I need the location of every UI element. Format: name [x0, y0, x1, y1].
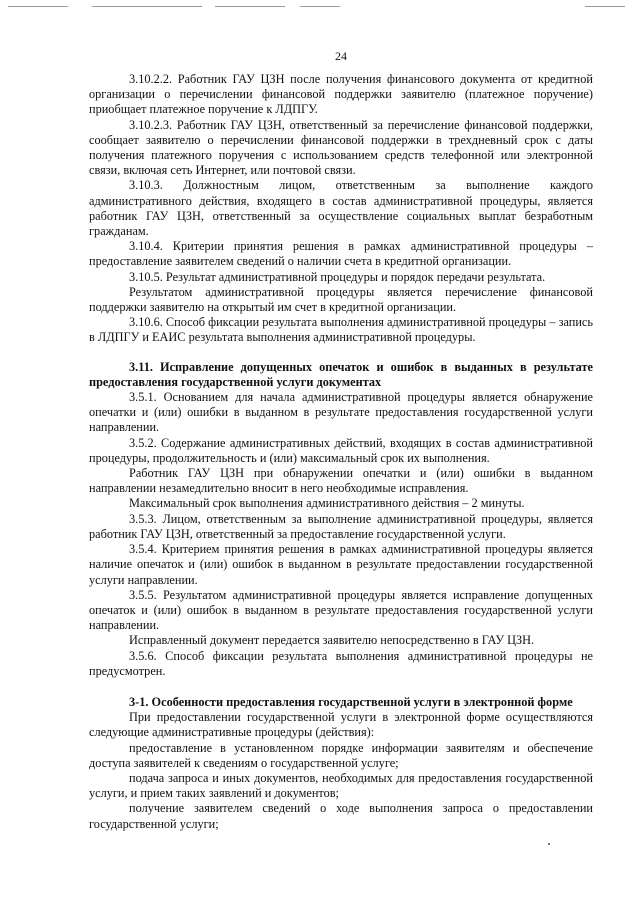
paragraph: Максимальный срок выполнения административного действия – 2 минуты.: [129, 496, 525, 511]
paragraph: 3.5.3. Лицом, ответственным за выполнение административной процедуры, является работник ГАУ ЦЗН, ответственный за предоставление государственной услуги.: [89, 511, 593, 541]
paragraph: 3.10.6. Способ фиксации результата выполнения административной процедуры – запись в ЛДПГУ и ЕАИС результата выполнения административной процедуры.: [89, 315, 593, 345]
paragraph: 3.10.5. Результат административной процедуры и порядок передачи результата.: [129, 269, 546, 284]
paragraph: 3.5.4. Критерием принятия решения в рамках административной процедуры является наличие опечаток и (или) ошибок в выданном в результате предоставлении государственной услуги направлении.: [89, 542, 593, 587]
paragraph: Результатом административной процедуры является перечисление финансовой поддержки заявителю на открытый им счет в кредитной организации.: [89, 284, 593, 315]
paragraph: Работник ГАУ ЦЗН при обнаружении опечатки и (или) ошибки в выданном направлении незамедлительно вносит в него необходимые исправления.: [89, 466, 593, 496]
paragraph: При предоставлении государственной услуги в электронной форме осуществляются следующие административные процедуры (действия):: [89, 710, 593, 740]
scan-speck: [548, 843, 550, 845]
paragraph: предоставление в установленном порядке информации заявителям и обеспечение доступа заявителей к сведениям о государственной услуге;: [89, 740, 593, 770]
section-heading: 3-1. Особенности предоставления государственной услуги в электронной форме: [129, 694, 573, 709]
section-gap: [89, 346, 593, 360]
paragraph: 3.5.5. Результатом административной процедуры является исправление допущенных опечаток и (или) ошибок в выданном в результате предоставления государственной услуги направлении.: [89, 587, 593, 633]
paragraph: 3.5.2. Содержание административных действий, входящих в состав административной процедуры, продолжительность и (или) максимальный срок их выполнения.: [89, 435, 593, 465]
paragraph: 3.10.3. Должностным лицом, ответственным за выполнение каждого административного действия, входящего в состав административной процедуры, является работник ГАУ ЦЗН, ответственный за осуществление социальных выплат безработным гражданам.: [89, 178, 593, 239]
section-gap: [89, 679, 593, 695]
paragraph: 3.5.6. Способ фиксации результата выполнения административной процедуры не предусмотрен.: [89, 648, 593, 678]
paragraph: 3.5.1. Основанием для начала административной процедуры является обнаружение опечатки и (или) ошибки в выданном в результате предоставления государственной услуги направлении.: [89, 390, 593, 435]
paragraph: Исправленный документ передается заявителю непосредственно в ГАУ ЦЗН.: [129, 633, 535, 648]
paragraph: 3.10.2.3. Работник ГАУ ЦЗН, ответственный за перечисление финансовой поддержки, сообщает заявителю о перечислении финансовой поддержки в трехдневный срок с даты получения платежного поручения с использованием средств телефонной или электронной связи, включая сеть Интернет, или почтовой связи.: [89, 117, 593, 178]
paragraph: получение заявителем сведений о ходе выполнения запроса о предоставлении государственной услуги;: [89, 801, 593, 831]
paragraph: 3.10.4. Критерии принятия решения в рамках административной процедуры – предоставление заявителем сведений о наличии счета в кредитной организации.: [89, 239, 593, 269]
scan-header-artifact: [0, 0, 640, 14]
paragraph: 3.10.2.2. Работник ГАУ ЦЗН после получения финансового документа от кредитной организации о перечислении финансовой поддержки заявителю (платежное поручение) приобщает платежное поручение к ЛДПГУ.: [89, 72, 593, 117]
page-number: 24: [335, 49, 347, 63]
paragraph: подача запроса и иных документов, необходимых для предоставления государственной услуги, и прием таких заявлений и документов;: [89, 770, 593, 801]
document-body: [89, 72, 593, 832]
section-heading: 3.11. Исправление допущенных опечаток и ошибок в выданных в результате предоставления государственной услуги документах: [89, 359, 593, 389]
